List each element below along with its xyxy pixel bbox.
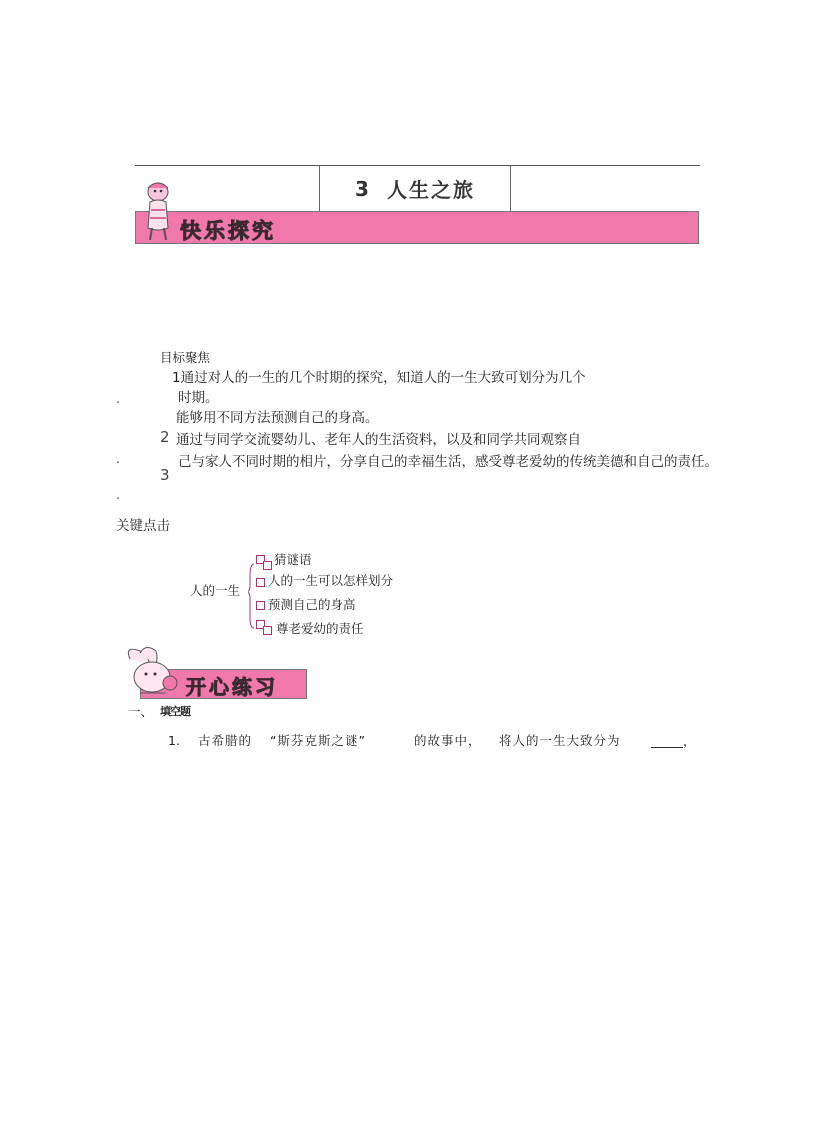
section-banner-explore-label: 快乐探究 [180, 219, 276, 243]
section-1-number: 一、 [128, 704, 154, 719]
goal-2-number: 2 [160, 428, 170, 446]
branch-riddle: 猜谜语 [274, 552, 312, 567]
girl-mascot-icon [136, 180, 180, 244]
branch-predict-height: 预测自己的身高 [268, 597, 356, 612]
bullet-dot: . [116, 452, 120, 466]
section-1-label: 填空题 [160, 705, 190, 718]
goal-3-line-1: 通过与同学交流婴幼儿、老年人的生活资料，以及和同学共同观察自 [176, 432, 581, 448]
goal-1-number: 1 [172, 370, 181, 386]
branch-box [263, 561, 272, 570]
bullet-dot: . [116, 392, 120, 406]
question-1-text-a: 古希腊的 [198, 733, 253, 748]
branch-life-stages: 人的一生可以怎样划分 [268, 573, 394, 588]
branch-box [256, 578, 265, 587]
branch-box [256, 601, 265, 610]
question-1-text-b: 的故事中， [414, 733, 482, 748]
question-1-quote: “斯芬克斯之谜” [270, 733, 366, 748]
lesson-number: 3 [355, 176, 371, 201]
branch-box [263, 626, 272, 635]
lesson-title-box [319, 166, 511, 211]
question-1-blank[interactable]: ， [651, 735, 696, 748]
rabbit-mascot-icon [122, 641, 184, 701]
section-banner-practice-label: 开心练习 [186, 675, 278, 699]
goal-3-number: 3 [160, 466, 170, 484]
goal-1-line-2: 时期。 [178, 390, 219, 406]
key-points-heading: 关键点击 [116, 518, 170, 534]
lesson-title: 人生之旅 [386, 178, 475, 202]
goal-3-line-2: 己与家人不同时期的相片，分享自己的幸福生活，感受尊老爱幼的传统美德和自己的责任。 [178, 454, 718, 470]
mind-map-root: 人的一生 [190, 583, 241, 598]
question-1-text-c: 将人的一生大致分为 [499, 733, 621, 748]
goal-2-text: 能够用不同方法预测自己的身高。 [176, 410, 379, 426]
question-1-number: 1. [168, 733, 180, 748]
branch-respect-elders: 尊老爱幼的责任 [276, 621, 364, 636]
bullet-dot: . [116, 488, 120, 502]
goal-1-line-1: 1通过对人的一生的几个时期的探究，知道人的一生大致可划分为几个 [172, 370, 586, 386]
goals-heading: 目标聚焦 [160, 350, 211, 365]
